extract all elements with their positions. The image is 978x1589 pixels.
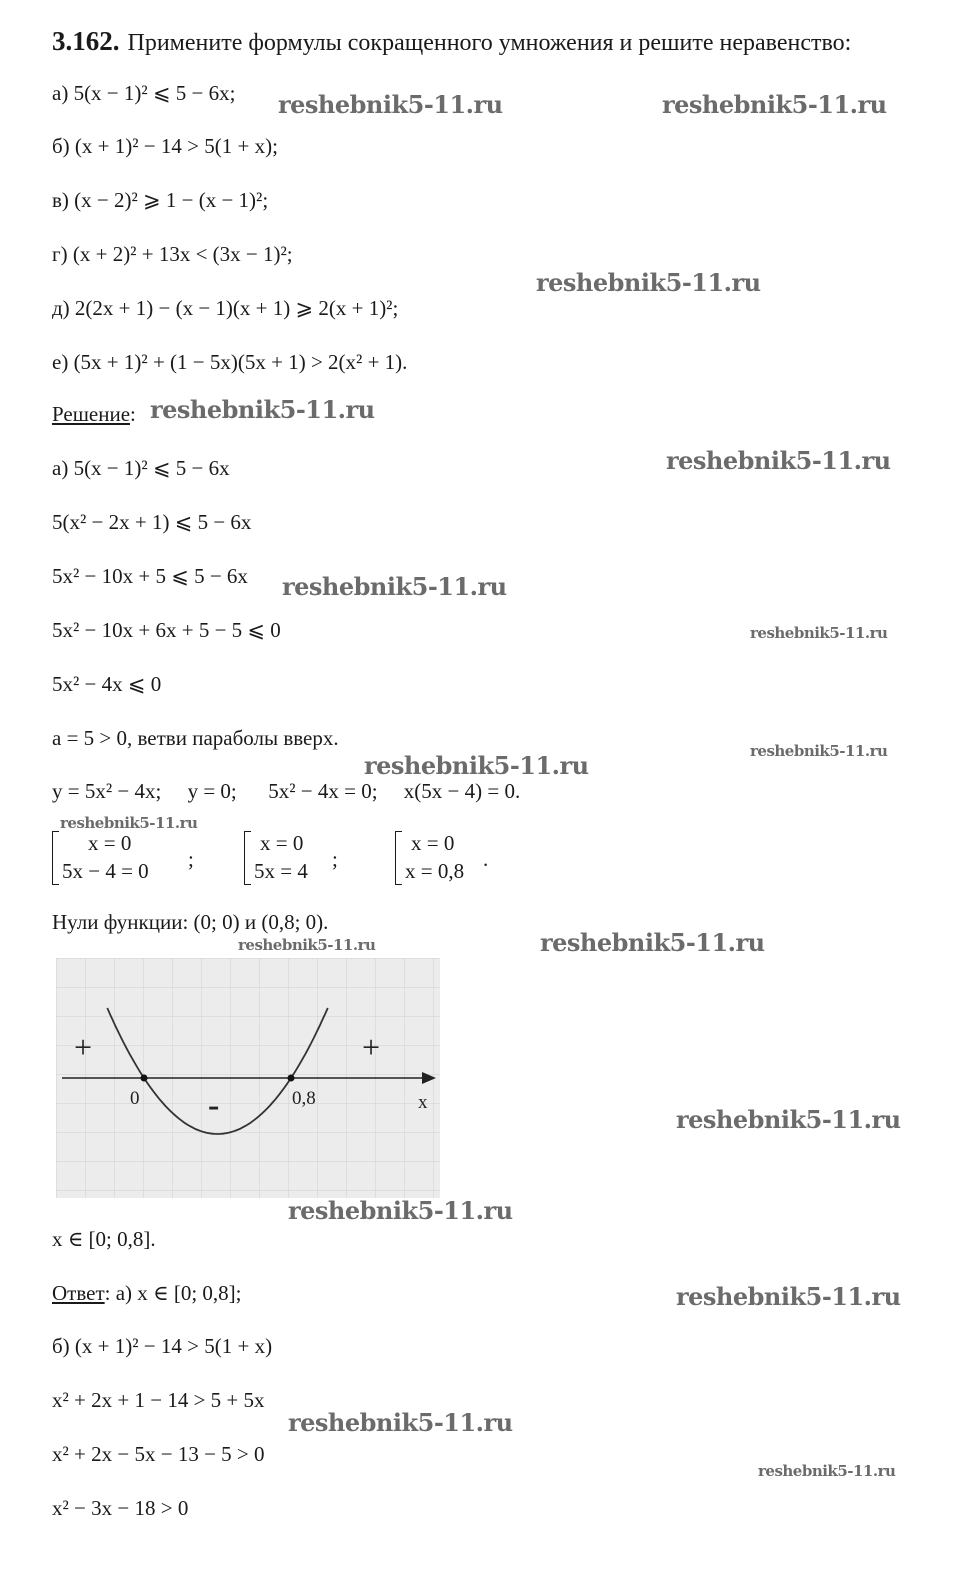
- answer-text: : а) x ∈ [0; 0,8];: [104, 1281, 242, 1305]
- watermark: reshebnik5-11.ru: [288, 1408, 513, 1437]
- watermark: reshebnik5-11.ru: [758, 1462, 896, 1480]
- axis-label-x: x: [418, 1092, 428, 1113]
- watermark: reshebnik5-11.ru: [676, 1282, 901, 1311]
- watermark: reshebnik5-11.ru: [662, 90, 887, 119]
- step-b-1: x² + 2x + 1 − 14 > 5 + 5x: [52, 1388, 265, 1412]
- answer-line: [52, 1280, 242, 1306]
- step-a-0: а) 5(x − 1)² ⩽ 5 − 6x: [52, 456, 230, 480]
- watermark: reshebnik5-11.ru: [540, 928, 765, 957]
- watermark: reshebnik5-11.ru: [536, 268, 761, 297]
- system-1-sep: ;: [188, 847, 194, 871]
- task-b: б) (x + 1)² − 14 > 5(1 + x);: [52, 134, 278, 158]
- system-1-top: x = 0: [88, 831, 132, 855]
- system-1: [52, 829, 212, 889]
- system-2-top: x = 0: [260, 831, 304, 855]
- solution-label: Решение: [52, 402, 131, 426]
- problem-number: 3.162.: [52, 26, 120, 56]
- system-bracket: [52, 831, 59, 885]
- task-d: д) 2(2x + 1) − (x − 1)(x + 1) ⩾ 2(x + 1)²;: [52, 296, 399, 320]
- task-a: а) 5(x − 1)² ⩽ 5 − 6x;: [52, 81, 236, 105]
- parabola-graph: [56, 958, 440, 1198]
- system-2: [244, 829, 364, 889]
- watermark: reshebnik5-11.ru: [676, 1105, 901, 1134]
- watermark: reshebnik5-11.ru: [666, 446, 891, 475]
- step-a-1: 5(x² − 2x + 1) ⩽ 5 − 6x: [52, 510, 252, 534]
- label-zero: 0: [130, 1088, 140, 1109]
- sign-plus-right: +: [362, 1029, 381, 1065]
- answer-label: Ответ: [52, 1281, 105, 1305]
- watermark: reshebnik5-11.ru: [150, 395, 375, 424]
- system-3-sep: .: [483, 847, 489, 871]
- system-1-bottom: 5x − 4 = 0: [62, 859, 149, 883]
- sign-minus: -: [208, 1087, 220, 1124]
- system-2-sep: ;: [332, 847, 338, 871]
- system-2-bottom: 5x = 4: [254, 859, 308, 883]
- watermark: reshebnik5-11.ru: [238, 936, 376, 954]
- step-b-3: x² − 3x − 18 > 0: [52, 1496, 189, 1520]
- solution-colon: :: [130, 402, 136, 426]
- label-root: 0,8: [292, 1088, 316, 1109]
- root-point-zero: [141, 1075, 148, 1082]
- system-3-top: x = 0: [411, 831, 455, 855]
- watermark: reshebnik5-11.ru: [282, 572, 507, 601]
- watermark: reshebnik5-11.ru: [364, 751, 589, 780]
- problem-title: [52, 26, 851, 57]
- system-3: [395, 829, 515, 889]
- solution-heading: [52, 401, 136, 427]
- task-e: е) (5x + 1)² + (1 − 5x)(5x + 1) > 2(x² + 1).: [52, 350, 408, 374]
- system-bracket: [395, 831, 402, 885]
- watermark: reshebnik5-11.ru: [288, 1196, 513, 1225]
- sign-plus-left: +: [74, 1029, 93, 1065]
- watermark: reshebnik5-11.ru: [60, 814, 198, 832]
- step-b-0: б) (x + 1)² − 14 > 5(1 + x): [52, 1334, 273, 1358]
- step-a-5: a = 5 > 0, ветви параболы вверх.: [52, 726, 339, 750]
- solution-interval: x ∈ [0; 0,8].: [52, 1227, 156, 1251]
- root-point-08: [288, 1075, 295, 1082]
- task-v: в) (x − 2)² ⩾ 1 − (x − 1)²;: [52, 188, 269, 212]
- step-b-2: x² + 2x − 5x − 13 − 5 > 0: [52, 1442, 265, 1466]
- step-a-6: y = 5x² − 4x; y = 0; 5x² − 4x = 0; x(5x − 4) = 0.: [52, 779, 521, 803]
- function-zeros: Нули функции: (0; 0) и (0,8; 0).: [52, 910, 329, 934]
- step-a-4: 5x² − 4x ⩽ 0: [52, 672, 162, 696]
- task-g: г) (x + 2)² + 13x < (3x − 1)²;: [52, 242, 293, 266]
- step-a-3: 5x² − 10x + 6x + 5 − 5 ⩽ 0: [52, 618, 281, 642]
- watermark: reshebnik5-11.ru: [278, 90, 503, 119]
- problem-statement: Примените формулы сокращенного умножения и решите неравенство:: [127, 30, 852, 56]
- system-3-bottom: x = 0,8: [405, 859, 465, 883]
- watermark: reshebnik5-11.ru: [750, 624, 888, 642]
- system-bracket: [244, 831, 251, 885]
- step-a-2: 5x² − 10x + 5 ⩽ 5 − 6x: [52, 564, 248, 588]
- watermark: reshebnik5-11.ru: [750, 742, 888, 760]
